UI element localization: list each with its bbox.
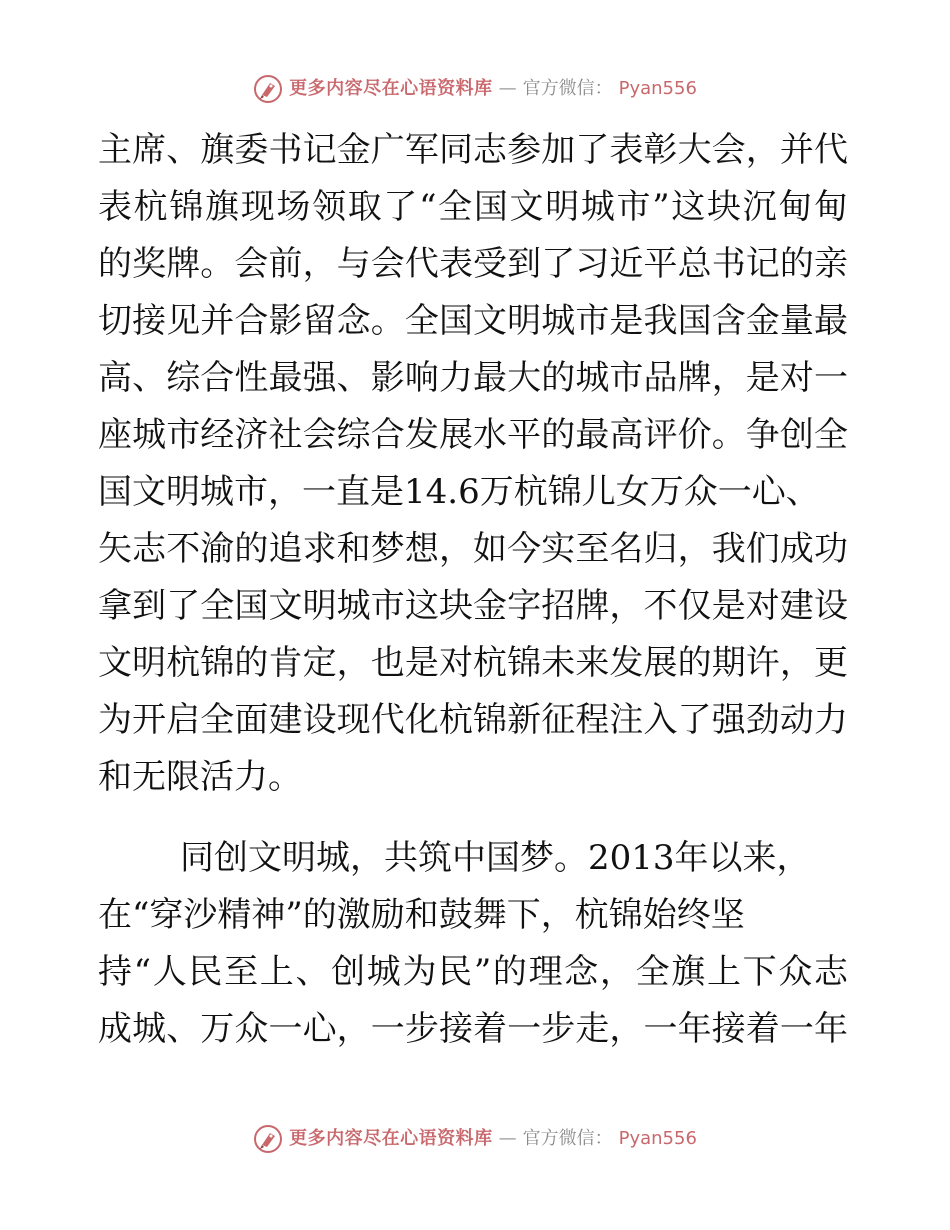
body-line: 拿到了全国文明城市这块金字招牌，不仅是对建设: [98, 586, 848, 626]
watermark-wechat-id: Pyan556: [618, 78, 697, 99]
body-line: 成城、万众一心，一步接着一步走，一年接着一年: [98, 1009, 848, 1049]
body-line: 高、综合性最强、影响力最大的城市品牌，是对一: [98, 358, 848, 398]
body-line: 的奖牌。会前，与会代表受到了习近平总书记的亲: [98, 244, 848, 284]
body-line: 在“穿沙精神”的激励和鼓舞下，杭锦始终坚: [98, 895, 745, 935]
header-watermark: [0, 74, 950, 104]
body-line: 座城市经济社会综合发展水平的最高评价。争创全: [98, 415, 848, 455]
body-line: 矢志不渝的追求和梦想，如今实至名归，我们成功: [98, 529, 848, 569]
body-line: 为开启全面建设现代化杭锦新征程注入了强劲动力: [98, 700, 848, 740]
body-line: 文明杭锦的肯定，也是对杭锦未来发展的期许，更: [98, 643, 848, 683]
watermark-dash: —: [498, 78, 517, 99]
body-line: 和无限活力。: [98, 757, 302, 797]
watermark-text: 更多内容尽在心语资料库: [289, 78, 493, 99]
body-line: 国文明城市，一直是14.6万杭锦儿女万众一心、: [98, 472, 820, 512]
pen-nib-logo-icon: [253, 1124, 283, 1154]
watermark-dash: —: [498, 1128, 517, 1149]
watermark-wechat-id: Pyan556: [618, 1128, 697, 1149]
body-line: 持“人民至上、创城为民”的理念，全旗上下众志: [98, 952, 848, 992]
watermark-wechat-label: 官方微信：: [522, 78, 613, 99]
watermark-wechat-label: 官方微信：: [522, 1128, 613, 1149]
body-line: 切接见并合影留念。全国文明城市是我国含金量最: [98, 301, 848, 341]
body-line: 表杭锦旗现场领取了“全国文明城市”这块沉甸甸: [98, 187, 848, 227]
watermark-text: 更多内容尽在心语资料库: [289, 1128, 493, 1149]
pen-nib-logo-icon: [253, 74, 283, 104]
body-line: 主席、旗委书记金广军同志参加了表彰大会，并代: [98, 130, 848, 170]
paragraph-first-line: 同创文明城，共筑中国梦。2013年以来，: [180, 838, 811, 878]
footer-watermark: [0, 1124, 950, 1154]
